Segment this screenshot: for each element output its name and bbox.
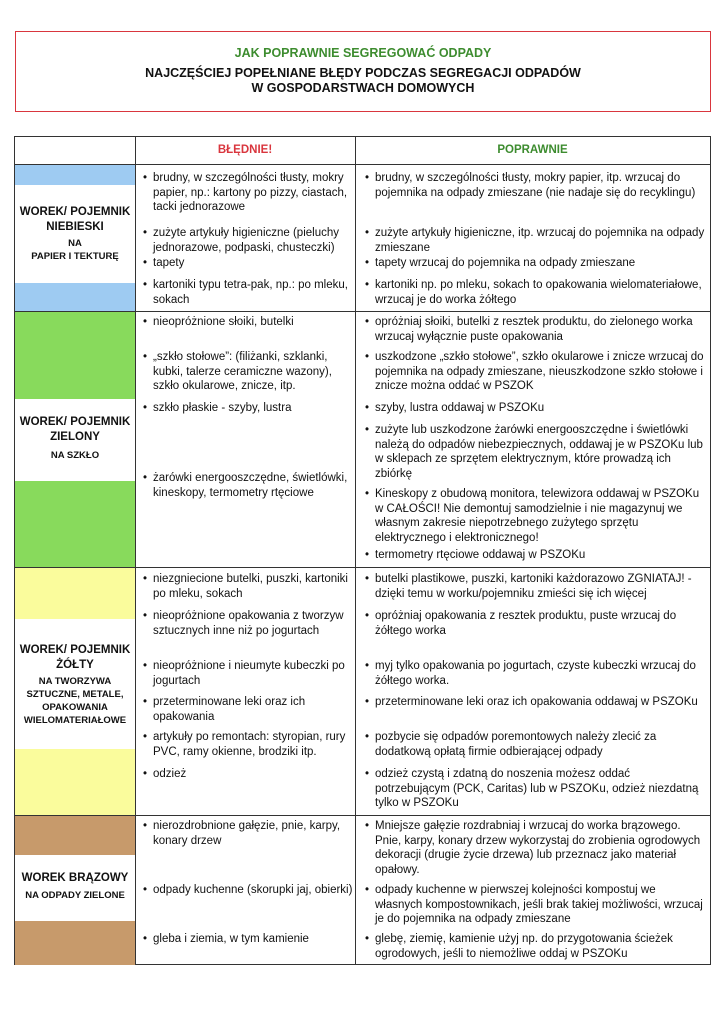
category-sub: NA (68, 238, 82, 249)
right-item: • glebę, ziemię, kamienie użyj np. do przygotowania ścieżek ogrodowych, jeśli to niemożliwe oddaj w PSZOKu (365, 932, 705, 961)
wrong-item: • zużyte artykuły higieniczne (pieluchy jednorazowe, podpaski, chusteczki) (143, 226, 355, 255)
subtitle-line-2: W GOSPODARSTWACH DOMOWYCH (251, 81, 475, 95)
category-yellow-label (15, 619, 135, 749)
wrong-item: • kartoniki typu tetra-pak, np.: po mleku, sokach (143, 278, 355, 307)
category-brown-label (15, 855, 135, 921)
wrong-item: • przeterminowane leki oraz ich opakowania (143, 695, 355, 724)
right-item: • Kineskopy z obudową monitora, telewizora oddawaj w PSZOKu w CAŁOŚCI! Nie demontuj samodzielnie i nie magazynuj we własnym zakresie niepotrzebnego zużytego sprzętu elektrycznego i elektronicznego! (365, 487, 705, 545)
column-divider (355, 137, 356, 964)
wrong-item: • brudny, w szczególności tłusty, mokry papier, np.: kartony po pizzy, ciastach, tacki jednorazowe (143, 171, 355, 215)
right-item: • odpady kuchenne w pierwszej kolejności kompostuj we własnych kompostownikach, jeśli brak takiej możliwości, wrzucaj je do pojemnika na odpady zmieszane (365, 883, 705, 927)
category-title: WOREK BRĄZOWY (21, 872, 129, 884)
right-item: • pozbycie się odpadów poremontowych należy zlecić za dodatkową opłatą firmie odbierającej odpady (365, 730, 705, 759)
column-divider (135, 137, 136, 964)
right-item: • uszkodzone „szkło stołowe”, szkło okularowe i znicze wrzucaj do pojemnika na odpady zmieszane, nieuszkodzone szkło stołowe i znicze można oddać w PSZOK (365, 350, 705, 394)
wrong-item: • nieopróżnione opakowania z tworzyw sztucznych inne niż po jogurtach (143, 609, 355, 638)
wrong-item: • „szkło stołowe”: (filiżanki, szklanki, kubki, talerze ceramiczne wazony), szkło okularowe, znicze, itp. (143, 350, 355, 394)
wrong-item: • nierozdrobnione gałęzie, pnie, karpy, konary drzew (143, 819, 355, 848)
right-item: • odzież czystą i zdatną do noszenia możesz oddać potrzebującym (PCK, Caritas) lub w PSZOKu, odzież niezdatną tylko w PSZOKu (365, 767, 705, 811)
wrong-item: • nieopróżnione i nieumyte kubeczki po jogurtach (143, 659, 355, 688)
right-item: • opróżniaj słoiki, butelki z resztek produktu, do zielonego worka wrzucaj wyłącznie puste opakowania (365, 315, 705, 344)
category-title: WOREK/ POJEMNIK NIEBIESKI (19, 206, 131, 233)
column-header-right: POPRAWNIE (497, 144, 568, 156)
right-item: • szyby, lustra oddawaj w PSZOKu (365, 401, 705, 416)
wrong-item: • odpady kuchenne (skorupki jaj, obierki) (143, 883, 355, 898)
page-title: JAK POPRAWNIE SEGREGOWAĆ ODPADY (234, 46, 492, 60)
row-divider (15, 164, 710, 165)
column-header-wrong: BŁĘDNIE! (217, 144, 273, 156)
right-item: • zużyte artykuły higieniczne, itp. wrzucaj do pojemnika na odpady zmieszane (365, 226, 705, 255)
right-item: • tapety wrzucaj do pojemnika na odpady zmieszane (365, 256, 705, 271)
segregation-table (14, 136, 711, 965)
subtitle-line-1: NAJCZĘŚCIEJ POPEŁNIANE BŁĘDY PODCZAS SEGREGACJI ODPADÓW (145, 66, 581, 80)
category-sub: NA SZKŁO (50, 450, 100, 461)
page-subtitle (16, 66, 710, 96)
category-blue-label (15, 185, 135, 283)
right-item: • butelki plastikowe, puszki, kartoniki każdorazowo ZGNIATAJ! - dzięki temu w worku/pojemniku zmieści się ich więcej (365, 572, 705, 601)
row-divider (15, 567, 710, 568)
wrong-item: • niezgniecione butelki, puszki, kartoniki po mleku, sokach (143, 572, 355, 601)
header-box (15, 31, 711, 112)
right-item: • zużyte lub uszkodzone żarówki energooszczędne i świetlówki należą do odpadów niebezpiecznych, oddawaj je w PSZOKu lub w sklepach ze sprzętem elektrycznym, które prowadzą ich zbiórkę (365, 423, 705, 481)
right-item: • przeterminowane leki oraz ich opakowania oddawaj w PSZOKu (365, 695, 705, 710)
wrong-item: • artykuły po remontach: styropian, rury PVC, ramy okienne, brodziki itp. (143, 730, 355, 759)
row-divider (15, 311, 710, 312)
category-sub: NA ODPADY ZIELONE (25, 890, 125, 901)
right-item: • kartoniki np. po mleku, sokach to opakowania wielomateriałowe, wrzucaj je do worka żółtego (365, 278, 705, 307)
wrong-item: • nieopróżnione słoiki, butelki (143, 315, 355, 330)
right-item: • Mniejsze gałęzie rozdrabniaj i wrzucaj do worka brązowego. Pnie, karpy, konary drzew wykorzystaj do zrobienia ogrodowych dekoracji (drugie życie drzewa) lub przeznacz jako materiał opałowy. (365, 819, 705, 877)
wrong-item: • szkło płaskie - szyby, lustra (143, 401, 355, 416)
category-sub: PAPIER I TEKTURĘ (31, 251, 119, 262)
right-item: • brudny, w szczególności tłusty, mokry papier, itp. wrzucaj do pojemnika na odpady zmieszane (nie nadaje się do recyklingu) (365, 171, 705, 200)
category-title: WOREK/ POJEMNIK ŻÓŁTY (19, 644, 131, 671)
row-divider (15, 815, 710, 816)
category-green-label (15, 399, 135, 481)
right-item: • opróżniaj opakowania z resztek produktu, puste wrzucaj do żółtego worka (365, 609, 705, 638)
wrong-item: • tapety (143, 256, 355, 271)
right-item: • myj tylko opakowania po jogurtach, czyste kubeczki wrzucaj do żółtego worka. (365, 659, 705, 688)
wrong-item: • odzież (143, 767, 355, 782)
category-title: WOREK/ POJEMNIK ZIELONY (19, 416, 131, 443)
wrong-item: • gleba i ziemia, w tym kamienie (143, 932, 355, 947)
category-sub: NA TWORZYWA SZTUCZNE, METALE, OPAKOWANIA WIELOMATERIAŁOWE (23, 676, 127, 726)
wrong-item: • żarówki energooszczędne, świetlówki, kineskopy, termometry rtęciowe (143, 471, 355, 500)
right-item: • termometry rtęciowe oddawaj w PSZOKu (365, 548, 705, 563)
